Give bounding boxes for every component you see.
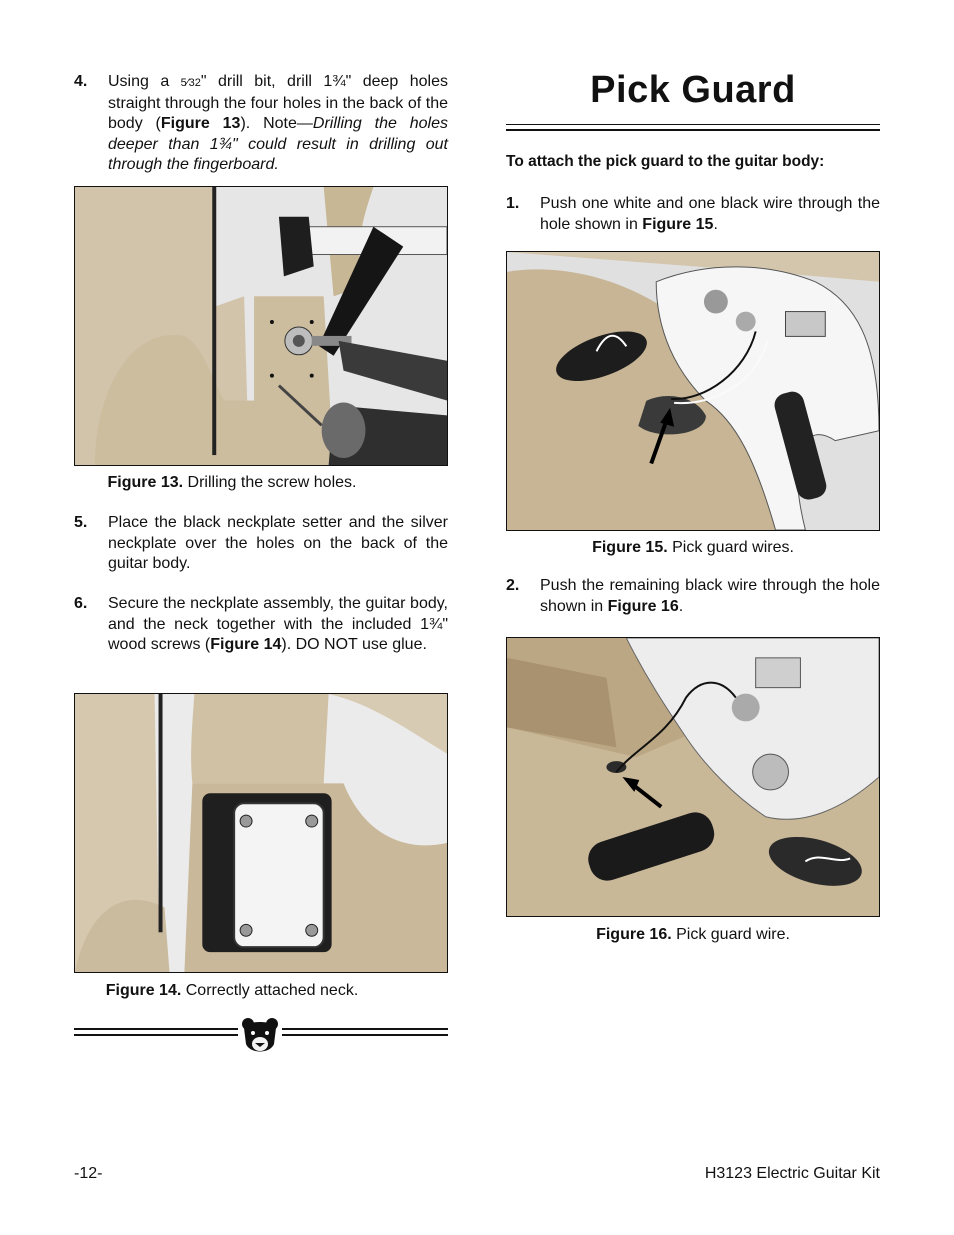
figure-label: Figure 16. (596, 926, 672, 943)
figure-13-caption: Figure 13. Drilling the screw holes. (107, 474, 357, 491)
page-number: -12- (74, 1165, 103, 1182)
section-title: Pick Guard (590, 69, 796, 111)
figure-reference: Figure 16 (607, 597, 679, 615)
step-2 (506, 576, 880, 617)
note-text: Drilling the holes deeper than 1¾" could result in drilling out through the fingerboard. (108, 115, 449, 173)
figure-label: Figure 14. (105, 982, 182, 999)
step-number: 5. (74, 514, 88, 531)
figure-label: Figure 13. (107, 474, 184, 491)
bear-head-icon (240, 1016, 280, 1058)
step-number: 1. (506, 195, 520, 212)
procedure-heading: To attach the pick guard to the guitar body: (506, 153, 825, 170)
step-text: Place the black neckplate setter and the silver neckplate over the holes on the back of the guitar body. (108, 514, 448, 572)
figure-16-image (506, 637, 880, 917)
step-text: Push one white and one black wire through the hole shown in Figure 15. (540, 195, 880, 233)
step-text: Push the remaining black wire through the hole shown in Figure 16. (540, 577, 880, 615)
figure-16-caption: Figure 16. Pick guard wire. (596, 926, 790, 943)
document-title: H3123 Electric Guitar Kit (704, 1165, 880, 1182)
figure-reference: Figure 14 (210, 636, 282, 653)
figure-14-caption: Figure 14. Correctly attached neck. (105, 982, 359, 999)
step-text: Using a 5⁄32" drill bit, drill 1¾" deep holes straight through the four holes in the back of the body (Figure 13). Note—Drilling the holes deeper than 1¾" could result in drilling out through the fingerboard. (108, 73, 449, 173)
step-number: 6. (74, 595, 88, 612)
figure-13-image (74, 186, 448, 466)
step-text: Secure the neckplate assembly, the guitar body, and the neck together with the included 1¾" wood screws (Figure 14). DO NOT use glue. (108, 595, 448, 653)
step-4 (74, 72, 448, 176)
figure-15-caption: Figure 15. Pick guard wires. (592, 539, 794, 556)
step-6 (74, 594, 448, 656)
figure-14-image (74, 693, 448, 973)
step-1 (506, 194, 880, 235)
step-5 (74, 513, 448, 575)
step-number: 4. (74, 73, 88, 90)
figure-label: Figure 15. (592, 539, 668, 556)
fraction: 5⁄32 (180, 77, 201, 89)
divider-left (74, 1028, 238, 1036)
figure-reference: Figure 15 (642, 215, 714, 233)
step-number: 2. (506, 577, 520, 594)
title-rule (506, 124, 880, 135)
figure-15-image (506, 251, 880, 531)
figure-reference: Figure 13 (160, 115, 241, 132)
divider-right (282, 1028, 448, 1036)
